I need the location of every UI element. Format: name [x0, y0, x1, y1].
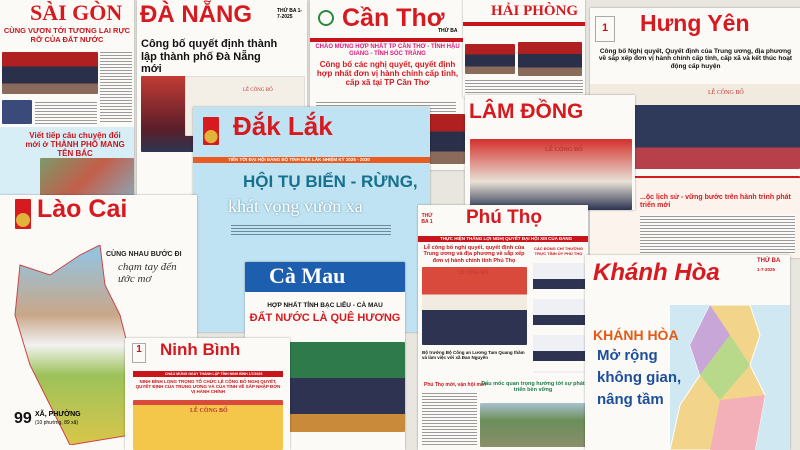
- paper-khanhhoa: [585, 255, 790, 450]
- headline-phutho: Lễ công bố nghị quyết, quyết định của Trung ương và địa phương về sắp xếp đơn vị hành chính tỉnh Phú Thọ: [423, 245, 525, 264]
- sub3-khanhhoa: nâng tầm: [597, 391, 664, 408]
- sub1-khanhhoa: Mở rộng: [597, 347, 658, 364]
- headline1-laocai: CÙNG NHAU BƯỚC ĐI: [106, 251, 182, 258]
- masthead-saigon: SÀI GÒN: [30, 0, 123, 25]
- headline-hungyen: Công bố Nghị quyết, Quyết định của Trung ương, địa phương về sắp xếp đơn vị hành chính cấp tỉnh, cấp xã và kết thúc hoạt động cấp huyện: [598, 48, 793, 70]
- headline2-laocai: chạm tay đến ước mơ: [118, 261, 177, 286]
- ceremony-ninhbinh: LỄ CÔNG BỐ: [190, 408, 228, 414]
- masthead-phutho: Phú Thọ: [466, 207, 542, 228]
- story1-phutho: Bộ trưởng Bộ Công an Lương Tam Quang thăm và làm việc với xã Đan Nguyên: [422, 350, 525, 361]
- paper-haiphong: [463, 0, 585, 98]
- masthead-haiphong: HẢI PHÒNG: [491, 3, 579, 19]
- date-phutho: THỨ BA 1: [421, 213, 433, 225]
- count-label-laocai: XÃ, PHƯỜNG: [35, 411, 81, 418]
- date-ninhbinh: 1: [132, 343, 146, 363]
- masthead-laocai: Lào Cai: [37, 195, 128, 223]
- paper-phutho: [418, 205, 588, 450]
- headline-cantho: Công bố các nghị quyết, quyết định hợp nhất đơn vị hành chính cấp tỉnh, cấp xã tại TP Cần Thơ: [316, 60, 459, 88]
- headline-khanhhoa: KHÁNH HÒA: [593, 327, 679, 343]
- ceremony-hungyen: LỄ CÔNG BỐ: [708, 90, 744, 96]
- ceremony-lamdong: LỄ CÔNG BỐ: [545, 147, 583, 153]
- paper-lamdong: [465, 95, 635, 210]
- banner-phutho: THỰC HIỆN THẮNG LỢI NGHỊ QUYẾT ĐẠI HỘI XIII CỦA ĐẢNG: [440, 236, 573, 241]
- count-sub-laocai: (10 phường, 89 xã): [35, 420, 79, 426]
- photo-saigon: [2, 52, 98, 94]
- masthead-hungyen: Hưng Yên: [640, 10, 750, 36]
- masthead-cantho: Cần Thơ: [342, 4, 445, 32]
- masthead-daklak: Đắk Lắk: [233, 111, 333, 141]
- story3-phutho: Dấu mốc quan trọng hướng tới sự phát triển bền vững: [481, 381, 585, 394]
- headline-saigon: CÙNG VƯƠN TỚI TƯƠNG LAI RỰC RỠ CỦA ĐẤT NƯỚC: [3, 26, 131, 44]
- ceremony-danang: LỄ CÔNG BỐ: [243, 88, 273, 93]
- banner-daklak: TIẾN TỚI ĐẠI HỘI ĐẢNG BỘ TỈNH ĐẮK LẮK NHIỆM KỲ 2025 - 2030: [228, 157, 370, 162]
- date-khanhhoa: THỨ BA: [757, 258, 781, 264]
- ceremony-phutho: LỄ CÔNG BỐ: [458, 271, 488, 276]
- masthead-khanhhoa: Khánh Hòa: [593, 259, 720, 286]
- date-hungyen: 1: [595, 16, 615, 42]
- masthead-danang: ĐÀ NẴNG: [140, 1, 252, 28]
- banner-ninhbinh: CHÀO MỪNG NGÀY THÀNH LẬP TỈNH NINH BÌNH 1/7/2025: [165, 372, 263, 376]
- masthead-ninhbinh: Ninh Bình: [160, 340, 241, 359]
- logo-cantho: [318, 10, 334, 26]
- headline2-daklak: khát vọng vươn xa: [228, 196, 363, 216]
- masthead-lamdong: LÂM ĐỒNG: [469, 100, 584, 123]
- story2-phutho: Phú Thọ mới, vận hội mới: [424, 382, 486, 388]
- paper-saigon: [0, 0, 134, 200]
- date-danang: THỨ BA 1-7-2025: [277, 8, 303, 20]
- emblem-daklak: [203, 117, 219, 145]
- sub2-khanhhoa: không gian,: [597, 369, 682, 386]
- headline-danang: Công bố quyết định thành lập thành phố Đà Nẵng mới: [141, 38, 278, 76]
- date2-khanhhoa: 1-7-2025: [757, 267, 776, 272]
- date-cantho: THỨ BA: [438, 28, 458, 34]
- headline1-camau: HỢP NHẤT TỈNH BẠC LIÊU - CÀ MAU: [267, 302, 383, 309]
- feature-saigon: Viết tiếp câu chuyện đổi mới ở THÀNH PHỐ MANG TÊN BÁC: [25, 131, 125, 159]
- banner-hungyen: ...ộc lịch sử - vững bước trên hành trình phát triển mới: [640, 194, 791, 210]
- headline1-daklak: HỘI TỤ BIỂN - RỪNG,: [243, 172, 418, 191]
- banner-cantho: CHÀO MỪNG HỢP NHẤT TP CẦN THƠ - TỈNH HẬU GIANG - TỈNH SÓC TRĂNG: [315, 44, 460, 57]
- headline-ninhbinh: NINH BÌNH LONG TRỌNG TỔ CHỨC LỄ CÔNG BỐ NGHỊ QUYẾT, QUYẾT ĐỊNH CỦA TRUNG ƯƠNG VÀ CỦA TỈNH VỀ SẮP NHẬP ĐƠN VỊ HÀNH CHÍNH: [135, 379, 281, 395]
- sidebar-phutho: CÁC ĐỒNG CHÍ THƯỜNG TRỰC TỈNH ỦY PHÚ THỌ: [534, 246, 583, 256]
- paper-ninhbinh: [125, 338, 290, 450]
- count-laocai: 99: [14, 410, 32, 427]
- masthead-camau: Cà Mau: [269, 263, 346, 288]
- map-khanhhoa: [670, 305, 790, 450]
- headline2-camau: ĐẤT NƯỚC LÀ QUÊ HƯƠNG: [249, 312, 401, 324]
